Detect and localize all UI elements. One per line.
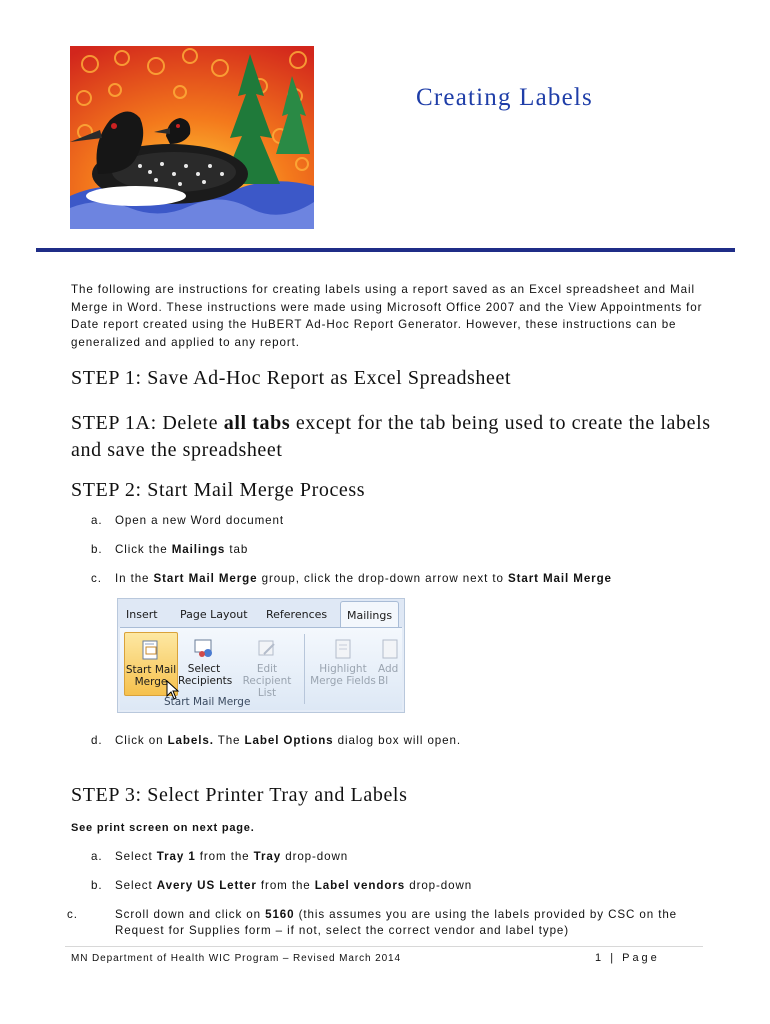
edit-recipient-list-button[interactable] (236, 632, 298, 699)
highlight-merge-fields-label: Highlight Merge Fields (310, 663, 376, 687)
title-divider (36, 248, 735, 252)
text-run: Select (115, 850, 157, 863)
text-run: Click on (115, 734, 168, 747)
bold-term: Tray (253, 850, 282, 863)
recipients-icon (193, 638, 215, 660)
start-mail-merge-label: Start Mail Merge (125, 664, 177, 688)
text-run: dialog box will open. (333, 734, 461, 747)
ribbon-body (120, 627, 402, 710)
text-run: The (213, 734, 245, 747)
list-item-text (115, 572, 612, 585)
bold-term: Tray 1 (156, 850, 196, 863)
step3-item-a (91, 850, 348, 863)
page-number-value: 1 (595, 952, 605, 964)
text-run: (this assumes you are using the labels provided by CSC on the Request for Supplies form – if not, select the correct vendor and label type) (115, 908, 678, 937)
step3-heading: STEP 3: Select Printer Tray and Labels (71, 784, 408, 806)
list-item-text (115, 850, 348, 863)
text-run: Open a new Word document (115, 514, 284, 527)
document-merge-icon (140, 639, 162, 661)
address-block-label: Add Bl (378, 663, 399, 687)
step1a-suffix: except for the tab being used to create the labels and save the spreadsheet (71, 412, 711, 461)
tab-page-layout[interactable]: Page Layout (180, 608, 248, 621)
ribbon-tab-row (118, 599, 404, 627)
list-item-text (115, 908, 677, 937)
list-marker: c. (67, 908, 78, 921)
text-run: Scroll down and click on (115, 908, 266, 921)
loon-painting (70, 46, 314, 229)
step2-item-d (91, 734, 461, 747)
select-recipients-label: Select Recipients (178, 663, 233, 687)
list-marker: b. (91, 543, 103, 556)
list-marker: c. (91, 572, 102, 585)
address-block-icon (380, 638, 402, 660)
bold-term: Start Mail Merge (507, 572, 612, 585)
text-run: group, click the drop-down arrow next to (257, 572, 508, 585)
edit-list-icon (256, 638, 278, 660)
text-run: In the (115, 572, 154, 585)
tab-references[interactable]: References (266, 608, 328, 621)
step2-heading: STEP 2: Start Mail Merge Process (71, 479, 366, 501)
step1a-bold: all tabs (223, 412, 291, 434)
text-run: Select (115, 879, 157, 892)
footer-divider (65, 946, 703, 947)
bold-term: Labels. (167, 734, 214, 747)
bold-term: 5160 (265, 908, 295, 921)
text-run: drop-down (281, 850, 349, 863)
step1a-prefix: STEP 1A: Delete (71, 412, 224, 434)
list-marker: a. (91, 850, 103, 863)
step3-note: See print screen on next page. (71, 822, 255, 834)
bold-term: Label vendors (314, 879, 406, 892)
step1a-heading (71, 410, 711, 464)
document-title: Creating Labels (416, 84, 593, 111)
tab-mailings[interactable]: Mailings (340, 601, 399, 627)
list-marker: a. (91, 514, 103, 527)
tab-insert[interactable]: Insert (126, 608, 158, 621)
step2-item-b (91, 543, 248, 556)
bold-term: Mailings (171, 543, 226, 556)
page-label: | Page (610, 952, 660, 964)
step3-item-b (91, 879, 472, 892)
bold-term: Label Options (244, 734, 334, 747)
list-marker: d. (91, 734, 103, 747)
footer-text: MN Department of Health WIC Program – Revised March 2014 (71, 953, 401, 964)
step1-heading: STEP 1: Save Ad-Hoc Report as Excel Spreadsheet (71, 367, 512, 389)
list-marker: b. (91, 879, 103, 892)
text-run: Click the (115, 543, 172, 556)
text-run: from the (256, 879, 315, 892)
list-item-text (115, 543, 248, 556)
text-run: tab (225, 543, 249, 556)
text-run: drop-down (405, 879, 473, 892)
ribbon-group-label: Start Mail Merge (164, 696, 251, 708)
edit-recipient-list-label: Edit Recipient List (242, 663, 292, 699)
text-run: from the (195, 850, 254, 863)
list-item-text (115, 879, 472, 892)
mouse-cursor-icon (166, 680, 180, 700)
ribbon-group-separator (304, 634, 305, 704)
intro-paragraph: The following are instructions for creating labels using a report saved as an Excel spreadsheet and Mail Merge in Word. These instructions were made using Microsoft Office 2007 and the View Appointments for Date report created using the HuBERT Ad-Hoc Report Generator. However, these instructions can be generalized and applied to any report. (71, 283, 703, 349)
address-block-button[interactable] (378, 632, 405, 694)
bold-term: Start Mail Merge (153, 572, 258, 585)
word-ribbon-screenshot (117, 598, 405, 713)
highlight-merge-fields-button[interactable] (310, 632, 376, 694)
loon-painting-image (70, 46, 314, 229)
page-number (595, 952, 660, 964)
list-item-text (115, 734, 461, 747)
list-item-text (115, 514, 284, 527)
highlight-fields-icon (332, 638, 354, 660)
step2-item-c (91, 572, 612, 585)
bold-term: Avery US Letter (156, 879, 257, 892)
select-recipients-button[interactable] (178, 632, 233, 694)
step2-item-a (91, 514, 284, 527)
step3-item-c (67, 907, 715, 939)
